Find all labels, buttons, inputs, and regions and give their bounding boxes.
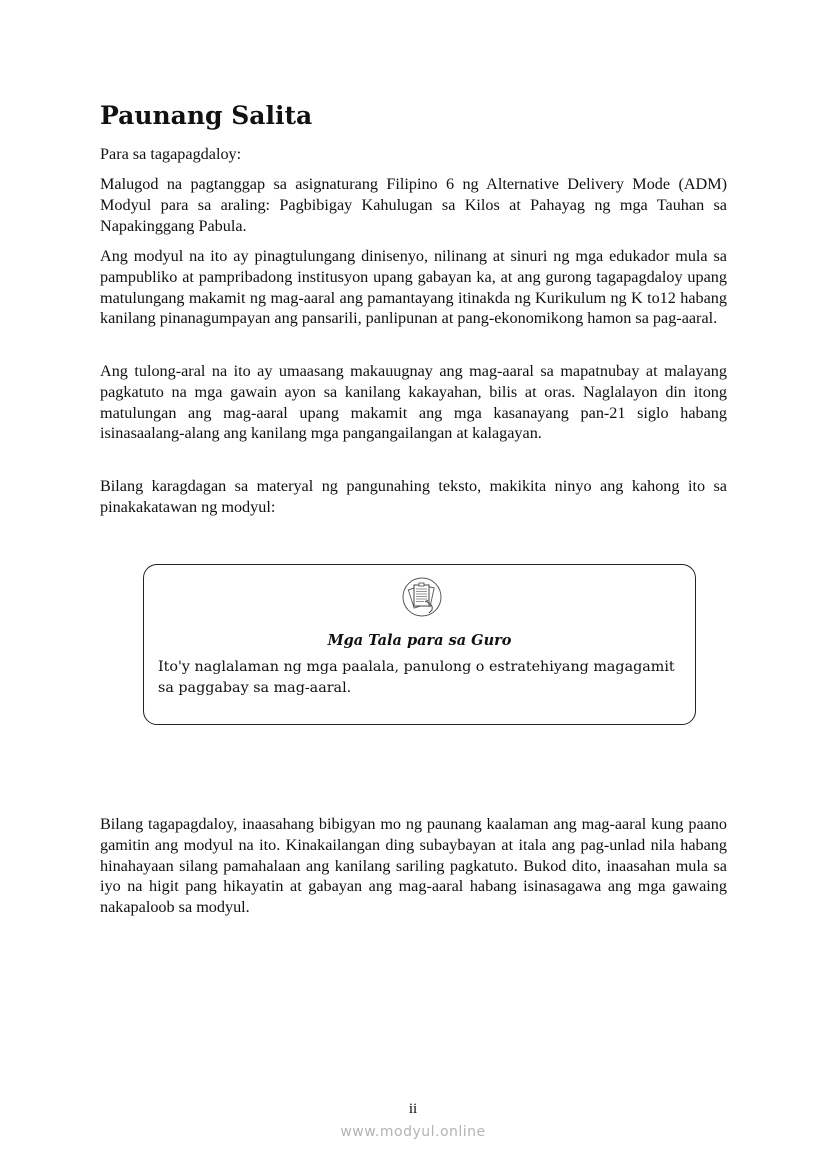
teacher-notes-icon <box>402 577 442 617</box>
salutation: Para sa tagapagdaloy: <box>100 145 242 163</box>
teacher-notes-title: Mga Tala para sa Guro <box>327 632 512 649</box>
paragraph-learning-aid: Ang tulong-aral na ito ay umaasang makauugnay ang mag-aaral sa mapatnubay at malayang pagkatuto na mga gawain ayon sa kanilang kakayahan, bilis at oras. Naglalayon din itong matulungan ang mag-aaral upang makamit ang mga kasanayang pan-21 siglo habang isinasaalang-alang ang kanilang mga pangangailangan at kalagayan. <box>100 362 727 443</box>
teacher-notes-box <box>143 564 696 725</box>
paragraph-welcome: Malugod na pagtanggap sa asignaturang Filipino 6 ng Alternative Delivery Mode (ADM) Modyul para sa araling: Pagbibigay Kahulugan sa Kilos at Pahayag ng mga Tauhan sa Napakinggang Pabula. <box>100 175 727 235</box>
paragraph-facilitator-role: Bilang tagapagdaloy, inaasahang bibigyan mo ng paunang kaalaman ang mag-aaral kung paano gamitin ang modyul na ito. Kinakailangan ding subaybayan at itala ang pag-unlad nila habang hinahayaan silang pamahalaan ang kanilang sariling pagkatuto. Bukod dito, inaasahan mula sa iyo na higit pang hikayatin at gabayan ang mag-aaral habang isinasagawa ang mga gawaing nakapaloob sa modyul. <box>100 815 727 917</box>
teacher-notes-body: Ito'y naglalaman ng mga paalala, panulong o estratehiyang magagamit sa paggabay sa mag-aaral. <box>158 659 675 696</box>
page-number: ii <box>408 1101 418 1117</box>
paragraph-box-intro: Bilang karagdagan sa materyal ng pangunahing teksto, makikita ninyo ang kahong ito sa pinakakatawan ng modyul: <box>100 477 727 516</box>
page-title: Paunang Salita <box>100 101 313 130</box>
watermark: www.modyul.online <box>340 1124 486 1140</box>
paragraph-module-design: Ang modyul na ito ay pinagtulungang dinisenyo, nilinang at sinuri ng mga edukador mula sa pampubliko at pampribadong institusyon upang gabayan ka, at ang gurong tagapagdaloy upang matulungang makamit ng mag-aaral ang pamantayang itinakda ng Kurikulum ng K to12 habang kanilang pinanagumpayan ang pansarili, panlipunan at pang-ekonomikong hamon sa pag-aaral. <box>100 247 727 328</box>
